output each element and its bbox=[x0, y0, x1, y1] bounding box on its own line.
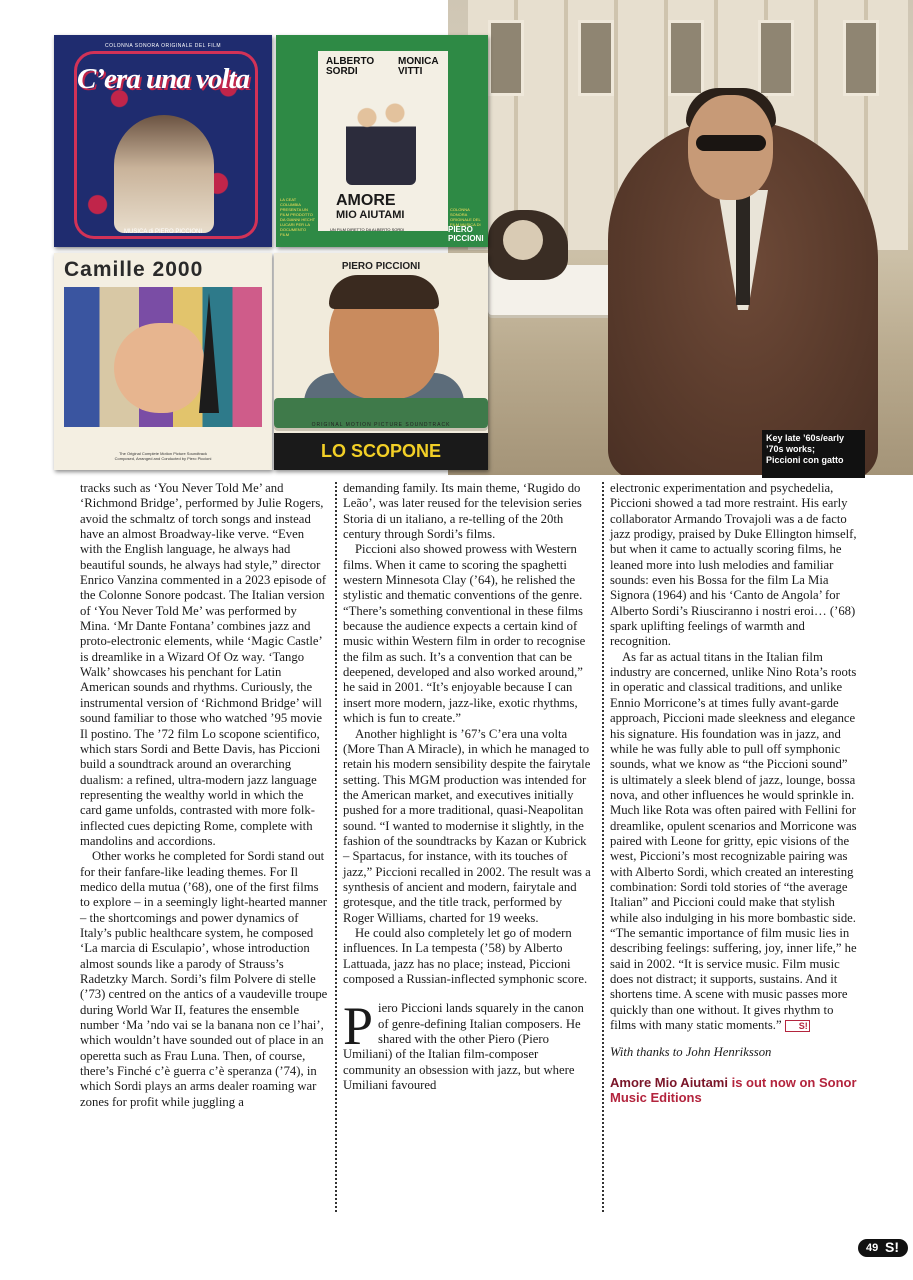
paragraph: demanding family. Its main theme, ‘Rugido do Leão’, was later reused for the television series Storia di un italiano, a re-telling of the 20th century through Sordi’s films. bbox=[343, 481, 582, 542]
cover-composer: PIERO PICCIONI bbox=[341, 261, 421, 272]
caption-line: Piccioni con gatto bbox=[766, 455, 844, 465]
cover-hair bbox=[329, 275, 439, 309]
cover-actor-name: MONICA VITTI bbox=[398, 56, 439, 77]
cover-title: LO SCOPONE bbox=[274, 433, 488, 470]
cover-actor-name: ALBERTO SORDI bbox=[326, 56, 375, 77]
cover-side-text: LA CEAT COLUMBIA PRESENTA UN FILM PRODOTTO DA GIANNI HECHT LUCARI PER LA DOCUMENTO FILM bbox=[280, 197, 316, 237]
paragraph: Piccioni also showed prowess with Western films. When it came to scoring the spaghetti western Minnesota Clay (’64), he relished the stylistic and thematic conventions of the genre. “There’s something conventional in these films because the audience expects a certain kind of music within Western film in order to recognise the film as such. It’s a convention that can be deepened, developed and also worked around,” he said in 2001. “It’s enjoyable because I can insert more modern, jazz-like, exotic rhythms, which is fun to create.” bbox=[343, 542, 586, 726]
acknowledgement: With thanks to John Henriksson bbox=[610, 1045, 772, 1060]
column-divider bbox=[335, 482, 337, 1212]
paragraph-dropcap bbox=[343, 996, 591, 1093]
caption-line: Key late ’60s/early bbox=[766, 433, 845, 443]
cover-side-text: COLONNA SONORA ORIGINALE DEL FILM MUSICA DI bbox=[450, 207, 481, 227]
cover-director: UN FILM DIRETTO DA ALBERTO SORDI bbox=[330, 227, 405, 232]
cover-title: Camille 2000 bbox=[64, 258, 204, 281]
cover-fine-print: The Original Complete Motion Picture Soundtrack Composed, Arranged and Conducted by Piero Piccioni bbox=[114, 451, 212, 461]
end-mark-logo: S! bbox=[785, 1020, 810, 1032]
magazine-logo: S! bbox=[885, 1239, 899, 1255]
cover-illustration bbox=[346, 95, 416, 185]
cover-title: AMORE MIO AIUTAMI bbox=[336, 192, 405, 221]
photo-window bbox=[578, 20, 614, 96]
page-folio bbox=[858, 1239, 908, 1257]
album-cover-amore-mio-aiutami bbox=[276, 35, 488, 247]
album-cover-camille-2000 bbox=[54, 253, 272, 470]
photo-window bbox=[843, 20, 879, 96]
photo-piccioni-with-cat bbox=[448, 0, 913, 475]
album-cover-cera-una-volta bbox=[54, 35, 272, 247]
paragraph: Another highlight is ’67’s C’era una volta (More Than A Miracle), in which he managed to retain his modern sensibility despite the fairytale setting. This MGM production was intended for the American market, and executives initially pushed for a more traditional, quasi-Neapolitan sound. “I wanted to modernise it slightly, in the fashion of the soundtracks by Kazan or Kubrick – Spartacus, for instance, with its touches of jazz,” Piccioni recalled in 2002. The result was a synthesis of ancient and modern, fairytale and grotesque, and the title track, performed by Roger Williams, charted for 19 weeks. bbox=[343, 726, 591, 925]
cover-credit: MUSICA di PIERO PICCIONI bbox=[123, 229, 202, 235]
paragraph: As far as actual titans in the Italian film industry are concerned, unlike Nino Rota’s roots in operatic and classical traditions, and unlike Ennio Morricone’s at times fully avant-garde approach, Piccioni made sleekness and elegance his signature. His foundation was in jazz, and while he was fully able to pull off symphonic sounds, what we know as “the Piccioni sound” is ultimately a sleek blend of jazz, lounge, bossa nova, and other influences he would sprinkle in. Much like Rota was often paired with Fellini for dreamlike, opulent scenarios and Morricone was paired with Leone for gritty, epic visions of the west, Piccioni’s most recognizable pairing was with Alberto Sordi, which created an interesting combination: Sordi told stories of “the average Italian” and Piccioni could make that stylish while also indulging in his more bombastic side. “The semantic importance of film music lies in describing feelings: suffering, joy, inner life,” he said in 2002. “It is service music. Film music does not distract; it supports, sustains. And it shortens time. A scene with music passes more quickly than one without. It gives rhythm to films with many static moments.” S! bbox=[610, 649, 857, 1033]
cover-portrait bbox=[114, 115, 214, 233]
photo-tie bbox=[736, 195, 750, 305]
photo-cat-face bbox=[503, 220, 543, 260]
cover-tagline: COLONNA SONORA ORIGINALE DEL FILM bbox=[104, 43, 222, 49]
article-column-right bbox=[610, 481, 859, 1105]
caption-line: ’70s works; bbox=[766, 444, 816, 454]
paragraph: He could also completely let go of modern influences. In La tempesta (’58) by Alberto Lattuada, jazz has no place; instead, Piccioni composed a Russian-inflected symphonic score. bbox=[343, 925, 588, 986]
paragraph: Other works he completed for Sordi stand out for their fanfare-like leading themes. For Il medico della mutua (’68), one of the first films to explore – in a seemingly light-hearted manner – the shortcomings and power dynamics of Italy’s public healthcare system, he composed ‘La marcia di Esculapio’, whose introduction almost sounds like a parody of Strauss’s Radetzky March. Sordi’s film Polvere di stelle (’73) centred on the antics of a vaudeville troupe during World War II, features the ensemble number ‘Ma ’ndo vai se la banana non ce l’hai’, which wouldn’t have sounded out of place in an operetta such as Frau Luna. Then, of course, there’s Finché c’è guerra c’è speranza (’74), in which Sordi plays an arms dealer roaming war zones for profit while juggling a bbox=[80, 849, 328, 1109]
article-column-middle bbox=[343, 481, 591, 1093]
availability-note: Amore Mio Aiutami is out now on Sonor Music Editions bbox=[610, 1074, 857, 1105]
photo-window bbox=[488, 20, 524, 96]
photo-sunglasses bbox=[696, 135, 766, 151]
article-column-left bbox=[80, 481, 328, 1110]
drop-cap: P bbox=[343, 996, 374, 1057]
cover-title: C’era una volta bbox=[77, 63, 249, 95]
photo-window bbox=[758, 20, 794, 96]
paragraph: tracks such as ‘You Never Told Me’ and ‘Richmond Bridge’, performed by Julie Rogers, avoid the schmaltz of torch songs and instead have an almost Broadway-like verve. “Even with the English language, he always had beautiful sounds, he always had style,” director Enrico Vanzina commented in a 2023 episode of the Colonne Sonore podcast. The Italian version of ‘You Never Told Me’ was performed by Mina. ‘Mr Dante Fontana’ combines jazz and proto-electronic elements, while ‘Magic Castle’ is dreamlike in a Wizard Of Oz way. ‘Tango Walk’ showcases his penchant for Latin American sounds and rhythms. Curiously, the instrumental version of ‘Richmond Bridge’ will sound familiar to those who watched ’95 movie Il postino. The ’72 film Lo scopone scientifico, which stars Sordi and Bette Davis, has Piccioni build a soundtrack around an overarching dualism: a refined, ultra-modern jazz language representing the wealthy world in which the card game unfolds, contrasted with more folk-inflected cues depicting Rome, complete with mandolins and accordions. bbox=[80, 481, 327, 848]
column-divider bbox=[602, 482, 604, 1212]
page-number: 49 bbox=[866, 1242, 879, 1254]
cover-composer: PIERO PICCIONI bbox=[448, 225, 484, 243]
paragraph: electronic experimentation and psychedelia, Piccioni showed a tad more restraint. His early collaborator Armando Trovajoli was a de facto jazz prodigy, praised by Duke Ellington himself, but when it came to actually scoring films, he leaned more into lush melodies and familiar sounds: even his Bossa for the film La Mia Signora (1964) and his ‘Canto de Angola’ for Alberto Sordi’s Riusciranno i nostri eroi… (’68) spark uplifting feelings of warmth and recognition. bbox=[610, 481, 857, 649]
cover-figures bbox=[114, 323, 204, 413]
dropcap-paragraph-text: iero Piccioni lands squarely in the canon of genre-defining Italian composers. He shared with the other Piero (Piero Umiliani) of the Italian film-composer community an obsession with jazz, but where Umiliani favoured bbox=[343, 1001, 584, 1093]
photo-window bbox=[668, 20, 704, 96]
album-cover-lo-scopone-scientifico bbox=[274, 253, 488, 470]
photo-caption bbox=[762, 430, 865, 478]
cover-subtitle: ORIGINAL MOTION PICTURE SOUNDTRACK bbox=[311, 422, 451, 428]
